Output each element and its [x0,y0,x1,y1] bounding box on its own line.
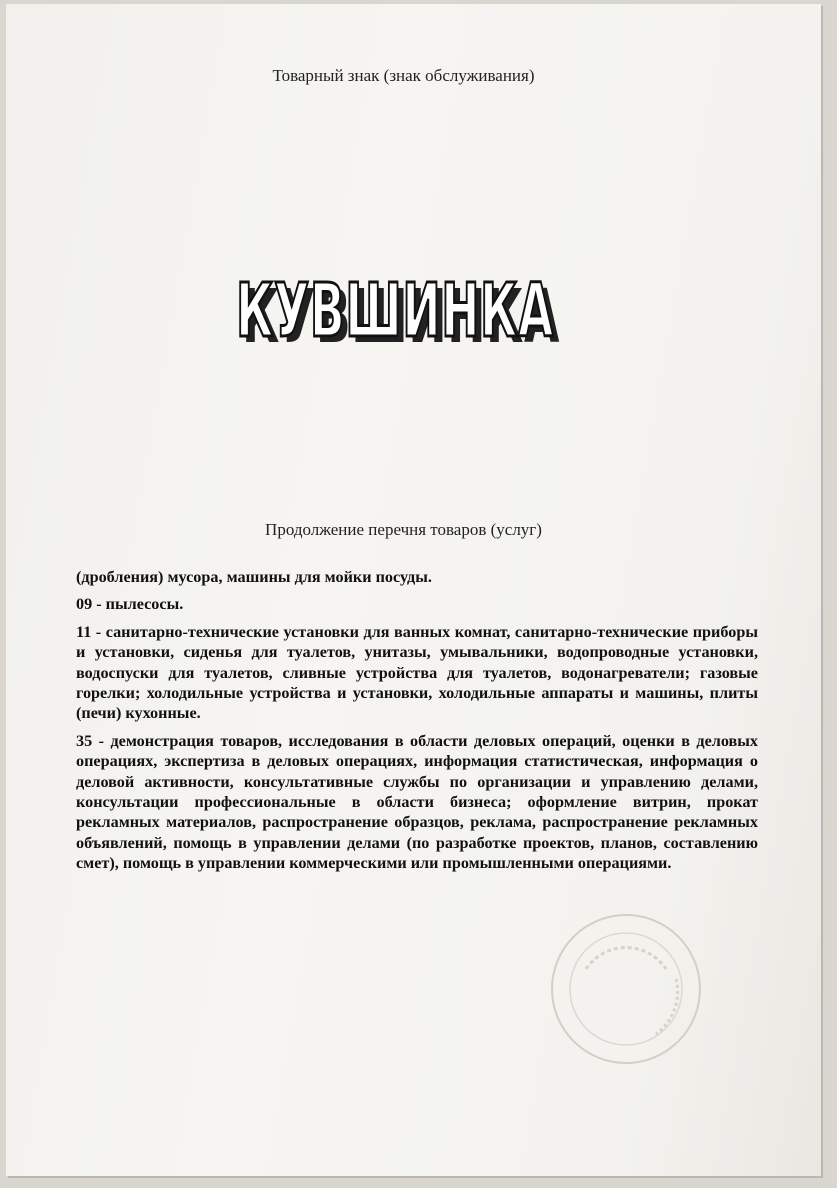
goods-list [76,567,758,881]
document-page [6,4,821,1176]
trademark-logo-text: КУВШИНКА [236,268,554,354]
section-title: Продолжение перечня товаров (услуг) [265,520,542,539]
goods-paragraph: (дробления) мусора, машины для мойки посуды. [76,568,432,586]
goods-paragraph: 11 - санитарно-технические установки для ванных комнат, санитарно-технические приборы и установки, сиденья для туалетов, унитазы, умывальники, водопроводные установки, водоспуски для туалетов, сливные устройства для туалетов, водонагреватели; газовые горелки; холодильные устройства и установки, холодильные аппараты и машины, плиты (печи) кухонные. [76,622,758,723]
trademark-logo-shadow: КУВШИНКА [242,274,560,360]
document-header: Товарный знак (знак обслуживания) [272,66,535,85]
embossed-seal-icon [546,909,706,1069]
goods-paragraph: 35 - демонстрация товаров, исследования в области деловых операций, оценки в деловых операциях, экспертиза в деловых операциях, информация статистическая, информация о деловой активности, консультативные службы по организации и управлению делами, консультации профессиональные в области бизнеса; оформление витрин, прокат рекламных материалов, распространение образцов, реклама, распространение рекламных объявлений, помощь в управлении делами (по разработке проектов, планов, составлению смет), помощь в управлении коммерческими или промышленными операциями. [76,731,758,873]
trademark-logo [232,260,562,360]
goods-paragraph: 09 - пылесосы. [76,595,184,614]
